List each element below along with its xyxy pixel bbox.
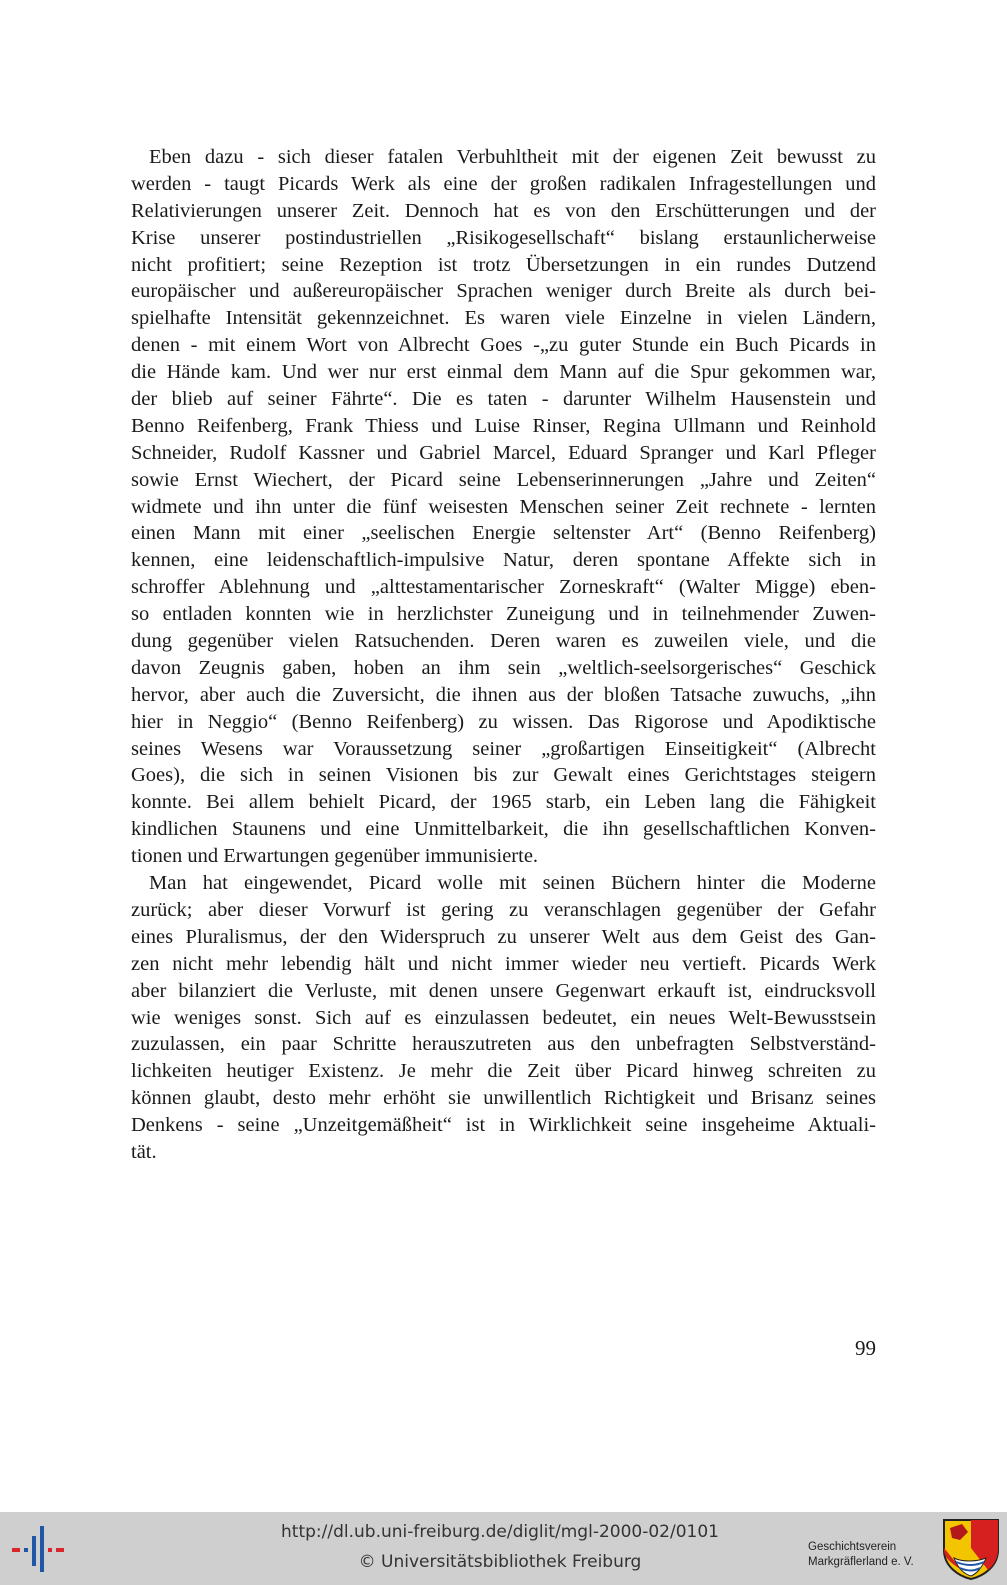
society-name-line1: Geschichtsverein (808, 1541, 897, 1553)
text-line: die Hände kam. Und wer nur erst einmal dem Mann auf die Spur gekommen war, (131, 361, 876, 384)
page-number: 99 (855, 1336, 876, 1360)
text-line: dung gegenüber vielen Ratsuchenden. Deren waren es zuweilen viele, und die (131, 630, 876, 653)
text-line: widmete und ihn unter die fünf weisesten Menschen seiner Zeit rechnete - lernten (131, 495, 876, 518)
coat-of-arms-icon (942, 1518, 1000, 1580)
text-line: wie weniges sonst. Sich auf es einzulassen bedeutet, ein neues Welt-Bewusstsein (131, 1006, 876, 1029)
text-line: Denkens - seine „Unzeitgemäßheit“ ist in Wirklichkeit seine insgeheime Aktuali- (131, 1114, 876, 1137)
text-line: schroffer Ablehnung und „alttestamentarischer Zorneskraft“ (Walter Migge) eben- (131, 576, 876, 599)
text-line: werden - taugt Picards Werk als eine der großen radikalen Infragestellungen und (131, 172, 876, 195)
text-line: einen Mann mit einer „seelischen Energie seltenster Art“ (Benno Reifenberg) (131, 522, 876, 545)
text-line: seines Wesens war Voraussetzung seiner „großartigen Einseitigkeit“ (Albrecht (131, 737, 876, 760)
text-line: hier in Neggio“ (Benno Reifenberg) zu wissen. Das Rigorose und Apodiktische (131, 710, 876, 733)
text-line: spielhafte Intensität gekennzeichnet. Es waren viele Einzelne in vielen Ländern, (131, 307, 876, 330)
text-line: Krise unserer postindustriellen „Risikogesellschaft“ bislang erstaunlicherweise (131, 226, 876, 249)
text-line: Relativierungen unserer Zeit. Dennoch hat es von den Erschütterungen und der (131, 199, 876, 222)
text-line: denen - mit einem Wort von Albrecht Goes -„zu guter Stunde ein Buch Picards in (131, 334, 876, 357)
text-line: der blieb auf seiner Fährte“. Die es taten - darunter Wilhelm Hausenstein und (131, 388, 876, 411)
text-line: kindlichen Staunens und eine Unmittelbarkeit, die ihn gesellschaftlichen Konven- (131, 818, 876, 841)
text-line: europäischer und außereuropäischer Sprachen weniger durch Breite als durch bei- (131, 280, 876, 303)
society-name (808, 1540, 938, 1570)
text-line: lichkeiten heutiger Existenz. Je mehr die Zeit über Picard hinweg schreiten zu (131, 1060, 876, 1083)
text-line: können glaubt, desto mehr erhöht sie unwillentlich Richtigkeit und Brisanz seines (131, 1087, 876, 1110)
permalink-url[interactable]: http://dl.ub.uni-freiburg.de/diglit/mgl-2000-02/0101 (281, 1522, 719, 1542)
text-line: Goes), die sich in seinen Visionen bis zur Gewalt eines Gerichtstages steigern (131, 764, 876, 787)
text-line: Benno Reifenberg, Frank Thiess und Luise Rinser, Regina Ullmann und Reinhold (131, 414, 876, 437)
text-line: tionen und Erwartungen gegenüber immunisierte. (131, 845, 539, 868)
copyright-text: © Universitätsbibliothek Freiburg (358, 1552, 642, 1572)
text-line: aber bilanziert die Verluste, mit denen unsere Gegenwart erkauft ist, eindrucksvoll (131, 979, 876, 1002)
text-line: davon Zeugnis gaben, hoben an ihm sein „weltlich-seelsorgerisches“ Geschick (131, 656, 876, 679)
text-line: kennen, eine leidenschaftlich-impulsive Natur, deren spontane Affekte sich in (131, 549, 876, 572)
text-line: nicht profitiert; seine Rezeption ist trotz Übersetzungen in ein rundes Dutzend (131, 253, 876, 276)
text-line: Schneider, Rudolf Kassner und Gabriel Marcel, Eduard Spranger und Karl Pfleger (131, 441, 876, 464)
text-line: zen nicht mehr lebendig hält und nicht immer wieder neu vertieft. Picards Werk (131, 952, 876, 975)
body-text (131, 144, 876, 1166)
viewer-footer (0, 1512, 1007, 1585)
library-logo-icon[interactable] (12, 1524, 64, 1574)
text-line: zuzulassen, ein paar Schritte herauszutreten aus den unbefragten Selbstverständ- (131, 1033, 876, 1056)
text-line: tät. (131, 1140, 157, 1163)
text-line: hervor, aber auch die Zuversicht, die ihnen aus der bloßen Tatsache zuwuchs, „ihn (131, 683, 876, 706)
text-line: Man hat eingewendet, Picard wolle mit seinen Büchern hinter die Moderne (149, 872, 876, 895)
text-line: so entladen konnten wie in herzlichster Zuneigung und in teilnehmender Zuwen- (131, 603, 876, 626)
text-line: zurück; aber dieser Vorwurf ist gering zu veranschlagen gegenüber der Gefahr (131, 898, 876, 921)
text-line: eines Pluralismus, der den Widerspruch zu unserer Welt aus dem Geist des Gan- (131, 925, 876, 948)
society-name-line2: Markgräflerland e. V. (808, 1556, 914, 1568)
text-line: Eben dazu - sich dieser fatalen Verbuhltheit mit der eigenen Zeit bewusst zu (149, 146, 876, 168)
text-line: konnte. Bei allem behielt Picard, der 1965 starb, ein Leben lang die Fähigkeit (131, 791, 876, 814)
text-line: sowie Ernst Wiechert, der Picard seine Lebenserinnerungen „Jahre und Zeiten“ (131, 468, 876, 491)
